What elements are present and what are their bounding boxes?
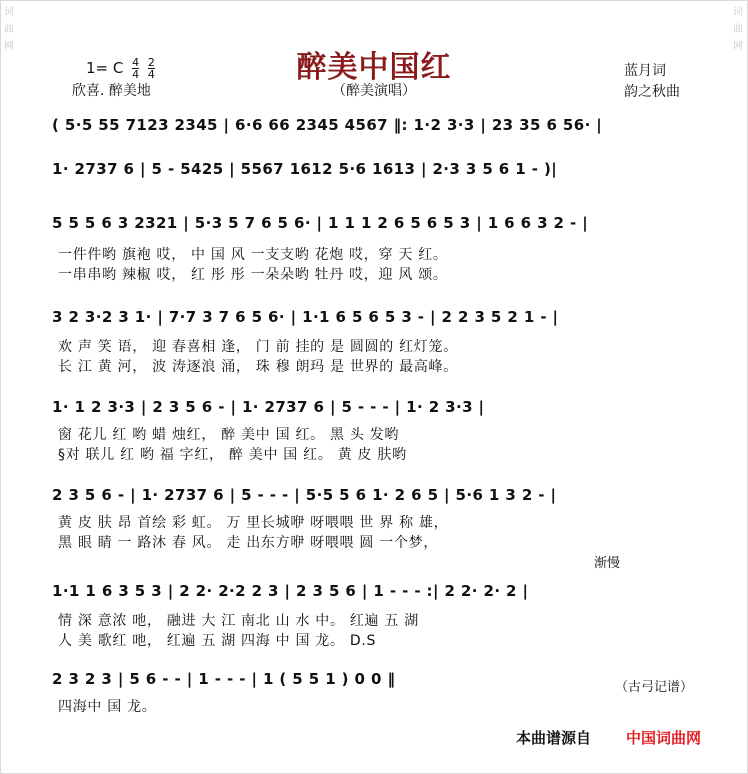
score-line-2: 1· 2737 6 | 5 - 5425 | 5567 1612 5·6 1613 | 2·3 3 5 6 1 - )|: [52, 160, 558, 178]
score-line-3: 5 5 5 6 3 2321 | 5·3 5 7 6 5 6· | 1 1 1 2 6 5 6 5 3 | 1 6 6 3 2 - |: [52, 214, 589, 232]
composer-credit: 韵之秋曲: [624, 84, 680, 100]
lyric-line-5: 窗 花儿 红 哟 蜡 烛红， 醉 美中 国 红。 黑 头 发哟: [58, 427, 400, 443]
performer-note: （醉美演唱）: [332, 83, 416, 99]
source-label: 本曲谱源自: [516, 729, 592, 747]
score-line-7: 1·1 1 6 3 5 3 | 2 2· 2·2 2 3 | 2 3 5 6 | 1 - - - :| 2 2· 2· 2 |: [52, 582, 529, 600]
lyric-line-11: 四海中 国 龙。: [58, 699, 157, 715]
watermark-right: 词曲网: [733, 7, 743, 52]
score-line-1: ( 5·5 55 7123 2345 | 6·6 66 2345 4567 ‖: 1·2 3·3 | 23 35 6 56· |: [52, 116, 603, 134]
lyricist-credit: 蓝月词: [624, 63, 666, 79]
key-label: 1= C: [86, 59, 124, 77]
lyric-line-7: 黄 皮 肤 昂 首绘 彩 虹。 万 里长城咿 呀喂喂 世 界 称 雄，: [58, 515, 449, 531]
lyric-line-6: §对 联儿 红 哟 福 字红， 醉 美中 国 红。 黄 皮 肤哟: [58, 447, 407, 463]
ritardando-mark: 渐慢: [594, 556, 621, 571]
score-line-4: 3 2 3·2 3 1· | 7·7 3 7 6 5 6· | 1·1 6 5 6 5 3 - | 2 2 3 5 2 1 - |: [52, 308, 559, 326]
lyric-line-10: 人 美 歌红 吔， 红遍 五 湖 四海 中 国 龙。 D.S: [58, 633, 377, 649]
lyric-line-3: 欢 声 笑 语， 迎 春喜相 逢， 门 前 挂的 是 圆圆的 红灯笼。: [58, 339, 458, 355]
score-line-6: 2 3 5 6 - | 1· 2737 6 | 5 - - - | 5·5 5 6 1· 2 6 5 | 5·6 1 3 2 - |: [52, 486, 557, 504]
tempo-marking: 欣喜. 醉美地: [72, 83, 151, 99]
lyric-line-1: 一件件哟 旗袍 哎， 中 国 风 一支支哟 花炮 哎，穿 天 红。: [58, 247, 448, 263]
song-title: 醉美中国红: [296, 50, 452, 85]
meter-a: $\frac{4}{4}$: [132, 56, 140, 81]
transcriber-note: （古弓记谱）: [615, 680, 694, 695]
watermark-left: 词曲网: [4, 7, 14, 52]
score-line-5: 1· 1 2 3·3 | 2 3 5 6 - | 1· 2737 6 | 5 - - - | 1· 2 3·3 |: [52, 398, 485, 416]
brand-link[interactable]: 中国词曲网: [626, 729, 702, 747]
score-line-8: 2 3 2 3 | 5 6 - - | 1 - - - | 1 ( 5 5 1 ) 0 0 ‖: [52, 670, 396, 688]
lyric-line-8: 黑 眼 睛 一 路沐 春 风。 走 出东方咿 呀喂喂 圆 一个梦，: [58, 535, 439, 551]
meter-b: $\frac{2}{4}$: [147, 56, 155, 81]
lyric-line-9: 情 深 意浓 吔， 融进 大 江 南北 山 水 中。 红遍 五 湖: [58, 613, 419, 629]
lyric-line-2: 一串串哟 辣椒 哎， 红 彤 彤 一朵朵哟 牡丹 哎，迎 风 颂。: [58, 267, 448, 283]
lyric-line-4: 长 江 黄 河， 波 涛逐浪 涌， 珠 穆 朗玛 是 世界的 最高峰。: [58, 359, 458, 375]
